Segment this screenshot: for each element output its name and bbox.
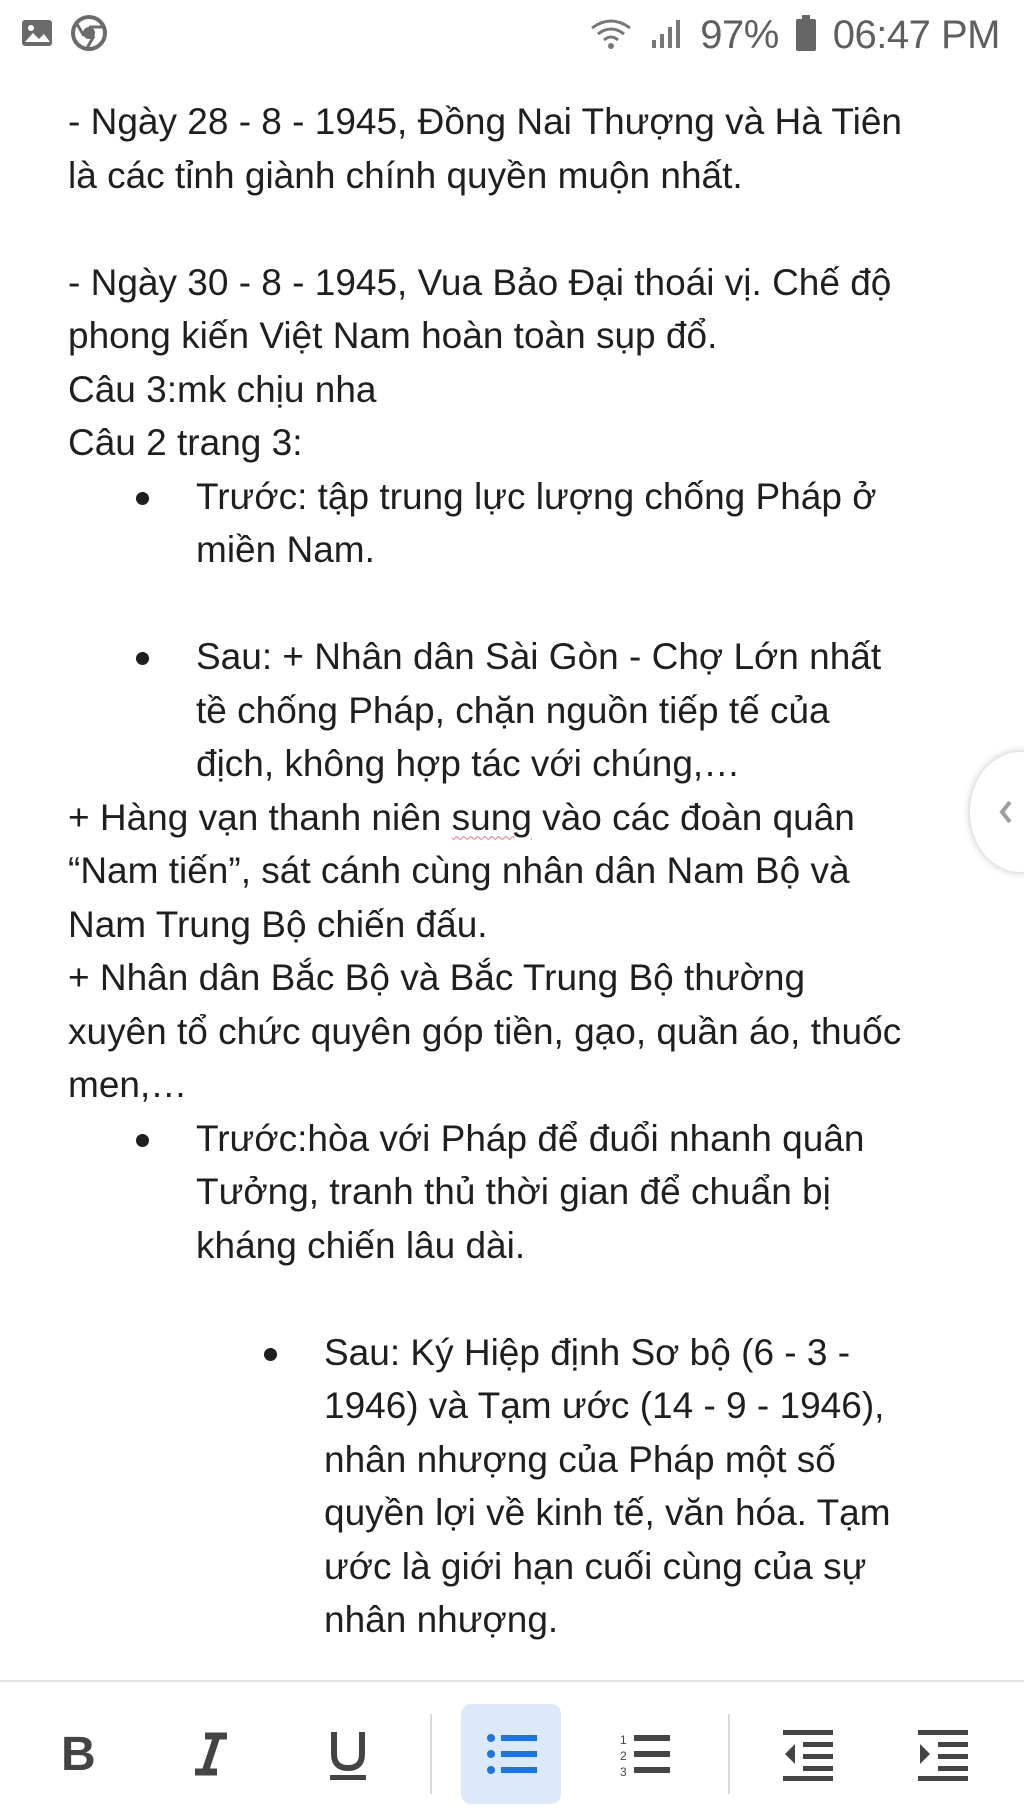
bold-icon: [47, 1724, 107, 1784]
numbered-list-button[interactable]: [596, 1704, 696, 1804]
empty-line: [68, 1272, 978, 1326]
text-line: là các tỉnh giành chính quyền muộn nhất.: [68, 154, 743, 196]
text-line: Nam Trung Bộ chiến đấu.: [68, 903, 488, 945]
text-line: 1946) và Tạm ước (14 - 9 - 1946),: [324, 1385, 885, 1426]
text-line: Sau: Ký Hiệp định Sơ bộ (6 - 3 -: [324, 1331, 851, 1373]
text-line: + Nhân dân Bắc Bộ và Bắc Trung Bộ thường: [68, 957, 806, 998]
text-line: nhân nhượng của Pháp một số: [324, 1438, 836, 1480]
italic-icon: [181, 1724, 241, 1784]
empty-line: [68, 202, 978, 256]
text-line: “Nam tiến”, sát cánh cùng nhân dân Nam Bộ và: [68, 850, 850, 891]
text-line: Sau: + Nhân dân Sài Gòn - Chợ Lớn nhất: [196, 636, 882, 677]
text-line: Trước: tập trung lực lượng chống Pháp ở: [196, 475, 877, 517]
status-left: [20, 14, 108, 57]
svg-text:1: 1: [620, 1733, 627, 1747]
status-bar: [0, 0, 1024, 70]
text-line: địch, không hợp tác với chúng,…: [196, 743, 741, 784]
document-body[interactable]: [68, 95, 978, 1647]
underline-icon: [318, 1724, 378, 1784]
text-line: - Ngày 28 - 8 - 1945, Đồng Nai Thượng và Hà Tiên: [68, 101, 902, 142]
chevron-left-icon: [970, 752, 1020, 872]
bulleted-list-button[interactable]: [461, 1704, 561, 1804]
svg-text:B: B: [61, 1728, 96, 1781]
toolbar-divider: [728, 1714, 730, 1794]
scroll-handle[interactable]: [970, 752, 1024, 872]
bulleted-list-icon: [481, 1724, 541, 1784]
bold-button[interactable]: [27, 1704, 127, 1804]
toolbar-divider: [430, 1714, 432, 1794]
paragraph: Câu 3:mk chịu nha: [68, 368, 377, 410]
text-line: ước là giới hạn cuối cùng của sự: [324, 1545, 867, 1587]
decrease-indent-button[interactable]: [759, 1704, 859, 1804]
svg-text:2: 2: [620, 1749, 627, 1763]
text-line: nhân nhượng.: [324, 1599, 559, 1640]
bullet-dot: [264, 1348, 277, 1361]
decrease-indent-icon: [779, 1724, 839, 1784]
status-right: [588, 13, 1000, 58]
text-line: phong kiến Việt Nam hoàn toàn sụp đổ.: [68, 315, 718, 356]
battery-percent: 97%: [700, 12, 779, 57]
spelling-error-word[interactable]: sung: [451, 796, 532, 838]
text-line: Trước:hòa với Pháp để đuổi nhanh quân: [196, 1117, 865, 1159]
formatting-toolbar: [0, 1680, 1024, 1820]
battery-icon: [795, 14, 817, 57]
chrome-icon: [70, 14, 108, 57]
gallery-icon: [20, 16, 54, 55]
paragraph: [68, 256, 978, 363]
text-run: vào các đoàn quân: [531, 796, 855, 838]
empty-line: [68, 577, 978, 631]
text-line: men,…: [68, 1064, 188, 1105]
text-line: xuyên tổ chức quyên góp tiền, gạo, quần áo, thuốc: [68, 1010, 902, 1052]
wifi-icon: [588, 16, 634, 55]
bullet-dot: [136, 492, 149, 505]
increase-indent-icon: [914, 1724, 974, 1784]
numbered-list-icon: [616, 1724, 676, 1784]
paragraph: [68, 95, 978, 202]
text-run: + Hàng vạn thanh niên: [68, 796, 452, 838]
text-line: kháng chiến lâu dài.: [196, 1224, 526, 1266]
text-line: - Ngày 30 - 8 - 1945, Vua Bảo Đại thoái vị. Chế độ: [68, 261, 892, 303]
text-line: quyền lợi về kinh tế, văn hóa. Tạm: [324, 1492, 891, 1533]
list-item: [68, 630, 978, 791]
signal-icon: [650, 16, 684, 55]
list-item: [68, 1326, 978, 1647]
underline-button[interactable]: [298, 1704, 398, 1804]
text-line: Tưởng, tranh thủ thời gian để chuẩn bị: [196, 1171, 831, 1212]
paragraph: Câu 2 trang 3:: [68, 422, 303, 463]
bullet-dot: [136, 1134, 149, 1147]
italic-button[interactable]: [161, 1704, 261, 1804]
svg-text:3: 3: [620, 1765, 627, 1779]
text-line: miền Nam.: [196, 529, 375, 570]
text-line: [68, 791, 978, 845]
paragraph: [68, 791, 978, 952]
list-item: [68, 1112, 978, 1273]
text-line: tề chống Pháp, chặn nguồn tiếp tế của: [196, 689, 830, 731]
increase-indent-button[interactable]: [894, 1704, 994, 1804]
list-item: [68, 470, 978, 577]
clock: 06:47 PM: [832, 12, 1000, 57]
bullet-dot: [136, 652, 149, 665]
paragraph: [68, 951, 978, 1112]
